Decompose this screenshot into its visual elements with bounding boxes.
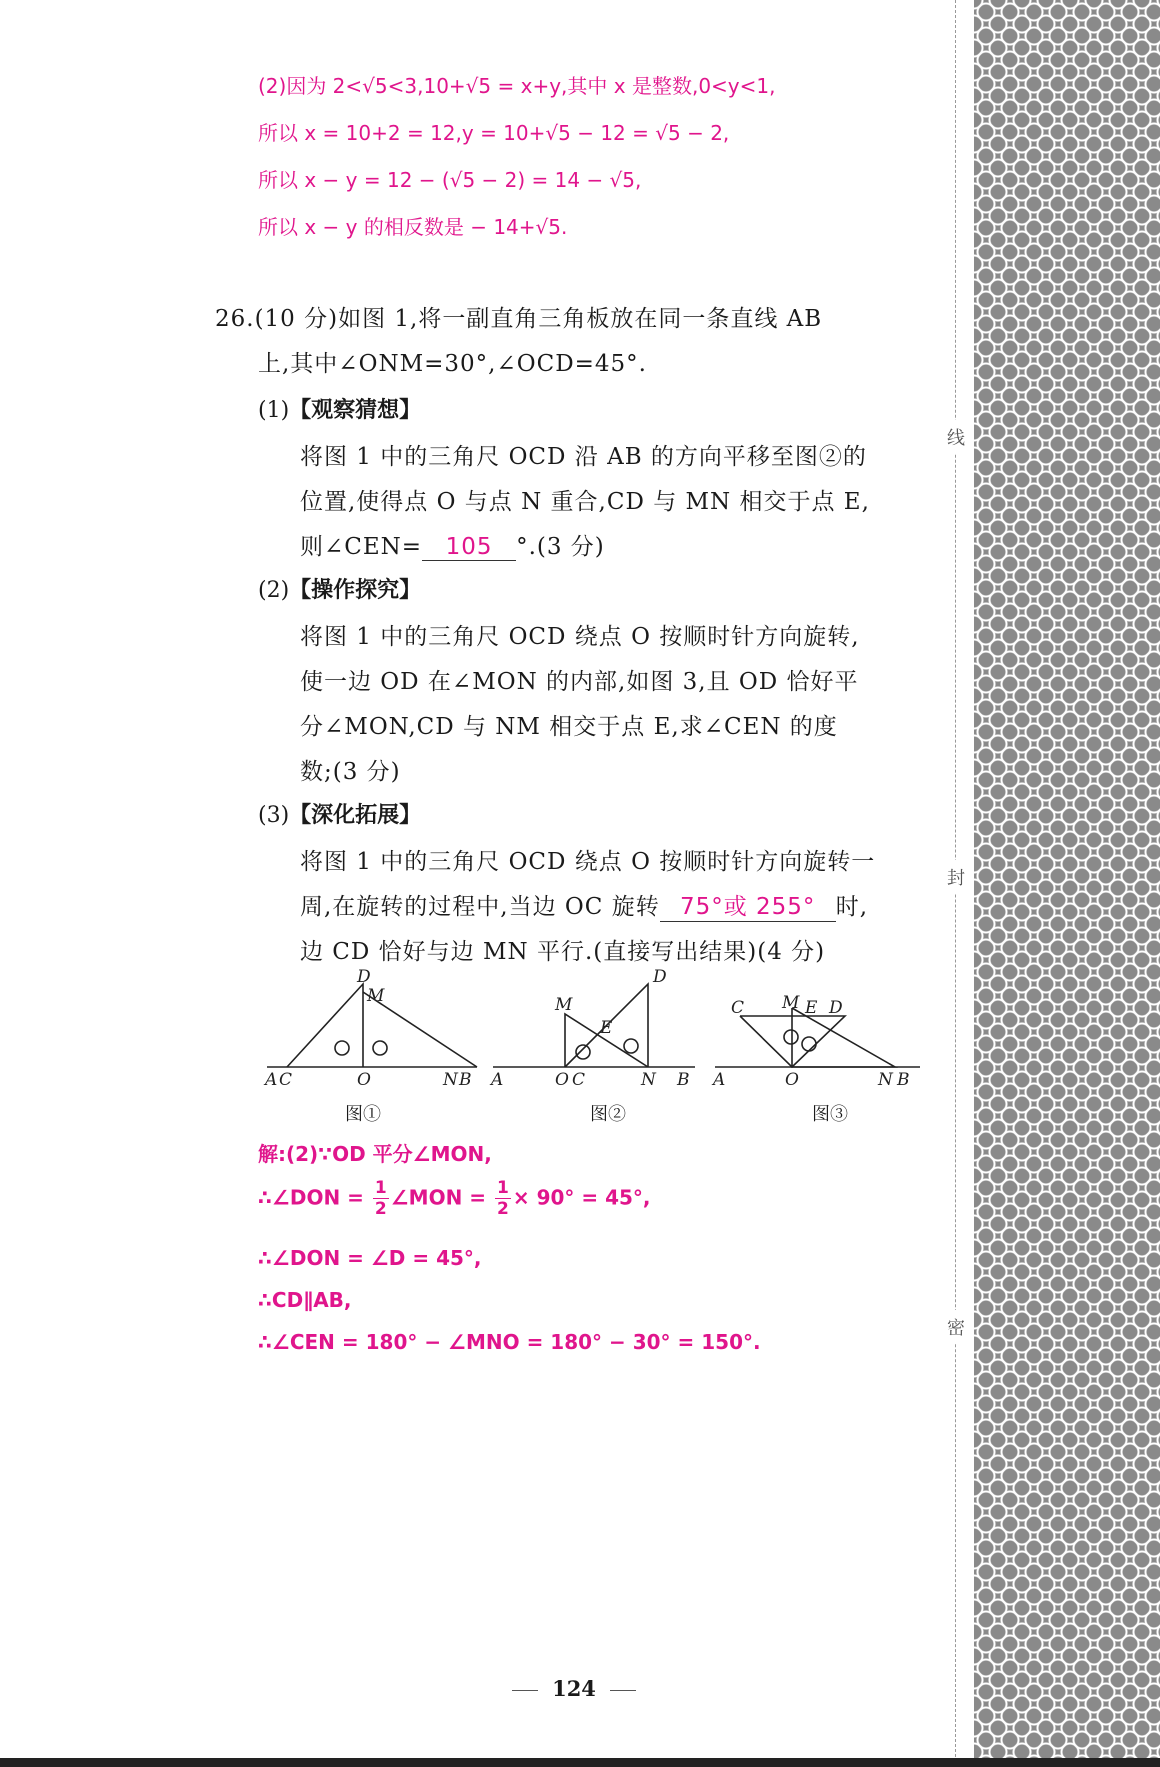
fig2-label-e: E: [600, 1018, 613, 1038]
fig3-label-o: O: [785, 1070, 799, 1088]
binding-char-xian: 线: [944, 420, 968, 454]
fig3-label-m: M: [782, 993, 800, 1013]
prev-answer-line-2: 所以 x = 10+2 = 12,y = 10+√5 − 12 = √5 − 2,: [258, 121, 730, 145]
fig1-triangle-ocd: [287, 984, 363, 1067]
fig3-hole-1: [784, 1030, 798, 1044]
fig1-hole-2: [373, 1041, 387, 1055]
fig2-label-o: O: [555, 1070, 569, 1088]
part2-heading: [258, 573, 421, 604]
part2-line-1: 将图 1 中的三角尺 OCD 绕点 O 按顺时针方向旋转,: [300, 624, 860, 650]
part1-heading: [258, 393, 421, 424]
fig2-label-m: M: [555, 995, 573, 1015]
figure-2: [489, 968, 695, 1088]
figure-1-caption: 图①: [345, 1104, 381, 1125]
figures-diagram: [255, 968, 935, 1088]
solution-line-2: [258, 1180, 651, 1218]
prev-answer-line-4: 所以 x − y 的相反数是 − 14+√5.: [258, 215, 568, 239]
part1-title: 【观察猜想】: [289, 398, 422, 423]
fig1-label-c: C: [279, 1070, 293, 1088]
part3-line-3: 边 CD 恰好与边 MN 平行.(直接写出结果)(4 分): [300, 939, 826, 965]
part2-line-2: 使一边 OD 在∠MON 的内部,如图 3,且 OD 恰好平: [300, 669, 859, 695]
part3-title: 【深化拓展】: [289, 803, 422, 828]
fraction-half-1: [373, 1180, 389, 1218]
fig2-label-d: D: [653, 968, 667, 987]
question-line-2: 上,其中∠ONM=30°,∠OCD=45°.: [258, 351, 647, 377]
fig1-hole-1: [335, 1041, 349, 1055]
figure-3-caption: 图③: [812, 1104, 848, 1125]
fig1-label-b: B: [459, 1070, 472, 1088]
fig3-hole-2: [802, 1037, 816, 1051]
prev-answer-line-3: 所以 x − y = 12 − (√5 − 2) = 14 − √5,: [258, 168, 642, 192]
page-number-dash-right: [610, 1690, 636, 1691]
fig1-label-m: M: [367, 986, 385, 1006]
solution-line-4: ∴CD∥AB,: [258, 1288, 352, 1312]
solution-line-2-middle: ∠MON =: [390, 1185, 487, 1210]
bottom-edge-bar: [0, 1758, 1160, 1767]
part1-answer-blank: 105: [422, 534, 516, 561]
solution-line-2-prefix: ∴∠DON =: [258, 1185, 364, 1210]
fig2-label-n: N: [641, 1070, 656, 1088]
decorative-pattern-strip: [974, 0, 1160, 1767]
fig1-label-d: D: [357, 968, 371, 987]
fig2-hole-1: [576, 1045, 590, 1059]
question-line-1: 26.(10 分)如图 1,将一副直角三角板放在同一条直线 AB: [215, 306, 823, 332]
solution-line-2-suffix: × 90° = 45°,: [512, 1185, 651, 1210]
solution-line-1: 解:(2)∵OD 平分∠MON,: [258, 1142, 492, 1166]
part3-line-2: [300, 888, 868, 922]
fig3-label-c: C: [731, 998, 745, 1018]
part2-number: (2): [258, 578, 290, 603]
fig3-label-n: N: [878, 1070, 893, 1088]
solution-line-5: ∴∠CEN = 180° − ∠MNO = 180° − 30° = 150°.: [258, 1330, 761, 1354]
page-number-row: [0, 1676, 1148, 1701]
binding-char-mi: 密: [944, 1310, 968, 1344]
fig1-label-o: O: [357, 1070, 371, 1088]
part2-line-4: 数;(3 分): [300, 759, 401, 785]
part1-line-2: 位置,使得点 O 与点 N 重合,CD 与 MN 相交于点 E,: [300, 489, 870, 515]
fig1-label-a: A: [265, 1070, 278, 1088]
part3-line-2-suffix: 时,: [835, 894, 869, 920]
part3-number: (3): [258, 803, 290, 828]
fig1-label-n: N: [443, 1070, 458, 1088]
prev-answer-line-1: (2)因为 2<√5<3,10+√5 = x+y,其中 x 是整数,0<y<1,: [258, 74, 776, 98]
fraction-1-numerator: 1: [374, 1178, 387, 1198]
part1-number: (1): [258, 398, 290, 423]
fraction-1-denominator: 2: [374, 1199, 387, 1219]
page-number-dash-left: [512, 1690, 538, 1691]
fig2-label-b: B: [677, 1070, 690, 1088]
fig3-label-d: D: [829, 998, 843, 1018]
fraction-2-numerator: 1: [497, 1178, 509, 1198]
part3-line-1: 将图 1 中的三角尺 OCD 绕点 O 按顺时针方向旋转一: [300, 849, 876, 875]
fig2-label-a: A: [491, 1070, 504, 1088]
part1-line-3-prefix: 则∠CEN=: [300, 534, 423, 560]
part2-line-3: 分∠MON,CD 与 NM 相交于点 E,求∠CEN 的度: [300, 714, 838, 740]
solution-line-3: ∴∠DON = ∠D = 45°,: [258, 1246, 482, 1270]
part1-line-1: 将图 1 中的三角尺 OCD 沿 AB 的方向平移至图②的: [300, 444, 867, 470]
fig3-label-a: A: [713, 1070, 726, 1088]
figure-2-caption: 图②: [590, 1104, 626, 1125]
fig3-label-e: E: [805, 998, 818, 1018]
figure-3: [711, 993, 920, 1088]
part3-heading: [258, 798, 421, 829]
fraction-half-2: [495, 1180, 511, 1218]
part2-title: 【操作探究】: [289, 578, 422, 603]
fraction-2-denominator: 2: [497, 1199, 509, 1219]
part3-line-2-prefix: 周,在旋转的过程中,当边 OC 旋转: [300, 894, 660, 920]
part1-line-3: [300, 528, 605, 561]
part1-line-3-suffix: °.(3 分): [516, 534, 605, 560]
page-number: 124: [552, 1676, 596, 1701]
fig2-label-c: C: [572, 1070, 586, 1088]
part3-answer-blank: 75°或 255°: [660, 888, 836, 922]
fig2-hole-2: [624, 1039, 638, 1053]
binding-char-feng: 封: [944, 860, 968, 894]
fig3-label-b: B: [897, 1070, 910, 1088]
figure-1: [263, 968, 477, 1088]
